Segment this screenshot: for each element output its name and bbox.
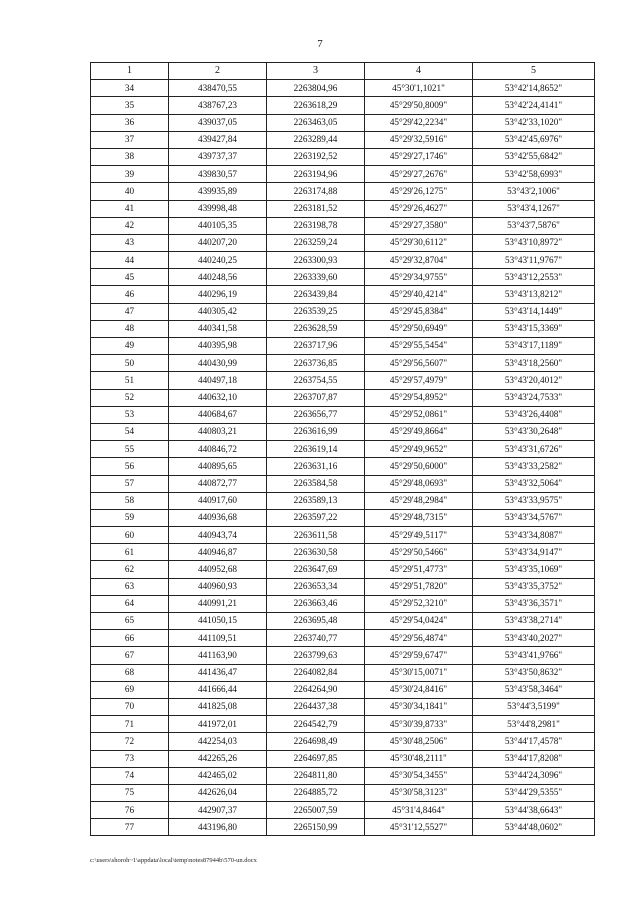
table-cell: 2263653,34	[267, 578, 365, 595]
table-row	[91, 269, 595, 286]
table-cell: 45°30'1,1021"	[365, 80, 473, 97]
table-cell: 53°43'33,2582"	[473, 458, 595, 475]
table-cell: 441050,15	[169, 613, 267, 630]
table-cell: 45°30'24,8416"	[365, 681, 473, 698]
table-cell: 53°43'2,1006"	[473, 183, 595, 200]
table-cell: 53°44'24,3096"	[473, 767, 595, 784]
table-cell: 2263181,52	[267, 200, 365, 217]
table-cell: 45°29'52,3210"	[365, 595, 473, 612]
table-cell: 45°31'12,5527"	[365, 819, 473, 836]
table-cell: 66	[91, 630, 169, 647]
table-cell: 53°43'31,6726"	[473, 441, 595, 458]
table-cell: 45°29'42,2234"	[365, 114, 473, 131]
table-cell: 45°29'49,8664"	[365, 423, 473, 440]
table-cell: 53°43'34,8087"	[473, 527, 595, 544]
table-cell: 53°44'38,6643"	[473, 802, 595, 819]
table-cell: 2263300,93	[267, 252, 365, 269]
table-row	[91, 80, 595, 97]
table-cell: 75	[91, 784, 169, 801]
table-cell: 59	[91, 509, 169, 526]
table-cell: 53°43'33,9575"	[473, 492, 595, 509]
table-cell: 53°43'11,9767"	[473, 252, 595, 269]
table-cell: 45°29'54,8952"	[365, 389, 473, 406]
table-cell: 439830,57	[169, 166, 267, 183]
table-cell: 2263717,96	[267, 338, 365, 355]
table-cell: 54	[91, 423, 169, 440]
table-cell: 73	[91, 750, 169, 767]
table-cell: 440240,25	[169, 252, 267, 269]
table-cell: 53°44'29,5355"	[473, 784, 595, 801]
table-cell: 441972,01	[169, 716, 267, 733]
table-cell: 45°29'32,8704"	[365, 252, 473, 269]
table-cell: 45°29'34,9755"	[365, 269, 473, 286]
table-cell: 53°44'3,5199"	[473, 698, 595, 715]
table-cell: 439037,05	[169, 114, 267, 131]
table-cell: 53°42'55,6842"	[473, 148, 595, 165]
table-cell: 45°29'49,5117"	[365, 527, 473, 544]
table-cell: 53°43'17,1189"	[473, 338, 595, 355]
table-cell: 53	[91, 406, 169, 423]
table-cell: 53°43'26,4408"	[473, 406, 595, 423]
table-cell: 45°29'48,2984"	[365, 492, 473, 509]
table-cell: 438767,23	[169, 97, 267, 114]
table-cell: 45°29'57,4979"	[365, 372, 473, 389]
table-cell: 57	[91, 475, 169, 492]
table-cell: 45°30'58,3123"	[365, 784, 473, 801]
page-number: 7	[317, 38, 323, 50]
table-cell: 64	[91, 595, 169, 612]
table-cell: 53°43'30,2648"	[473, 423, 595, 440]
table-cell: 38	[91, 148, 169, 165]
table-row	[91, 406, 595, 423]
table-cell: 52	[91, 389, 169, 406]
table-cell: 53°43'12,2553"	[473, 269, 595, 286]
table-cell: 53°43'36,3571"	[473, 595, 595, 612]
table-cell: 440207,20	[169, 234, 267, 251]
table-row	[91, 200, 595, 217]
table-cell: 67	[91, 647, 169, 664]
table-cell: 45°31'4,8464"	[365, 802, 473, 819]
table-cell: 56	[91, 458, 169, 475]
table-cell: 53°43'14,1449"	[473, 303, 595, 320]
table-cell: 45°30'48,2111"	[365, 750, 473, 767]
table-cell: 439427,84	[169, 131, 267, 148]
coordinates-table	[90, 62, 595, 836]
table-cell: 441666,44	[169, 681, 267, 698]
header-col-1: 1	[91, 63, 169, 80]
table-cell: 45°29'30,6112"	[365, 234, 473, 251]
table-cell: 2263630,58	[267, 544, 365, 561]
table-cell: 442254,03	[169, 733, 267, 750]
table-cell: 53°43'32,5064"	[473, 475, 595, 492]
table-cell: 2264437,38	[267, 698, 365, 715]
table-cell: 2263736,85	[267, 355, 365, 372]
table-cell: 65	[91, 613, 169, 630]
table-cell: 440632,10	[169, 389, 267, 406]
table-cell: 440248,56	[169, 269, 267, 286]
table-cell: 440991,21	[169, 595, 267, 612]
table-cell: 62	[91, 561, 169, 578]
table-cell: 2263754,55	[267, 372, 365, 389]
table-cell: 2263799,63	[267, 647, 365, 664]
table-cell: 2264264,90	[267, 681, 365, 698]
table-cell: 2265007,59	[267, 802, 365, 819]
table-cell: 40	[91, 183, 169, 200]
table-row	[91, 819, 595, 836]
footer-file-path: c:\users\shoroh~1\appdata\local\temp\notes87944b\570-un.docx	[90, 857, 257, 864]
table-cell: 442907,37	[169, 802, 267, 819]
table-cell: 45°29'48,7315"	[365, 509, 473, 526]
table-cell: 442626,04	[169, 784, 267, 801]
table-cell: 58	[91, 492, 169, 509]
table-cell: 439998,48	[169, 200, 267, 217]
table-cell: 2263695,48	[267, 613, 365, 630]
table-cell: 47	[91, 303, 169, 320]
table-cell: 76	[91, 802, 169, 819]
table-cell: 45°29'32,5916"	[365, 131, 473, 148]
table-cell: 49	[91, 338, 169, 355]
table-cell: 45°30'54,3455"	[365, 767, 473, 784]
table-cell: 2263628,59	[267, 320, 365, 337]
table-cell: 2263616,99	[267, 423, 365, 440]
table-cell: 35	[91, 97, 169, 114]
table-cell: 440497,18	[169, 372, 267, 389]
table-cell: 442265,26	[169, 750, 267, 767]
table-cell: 45°29'50,5466"	[365, 544, 473, 561]
table-cell: 2264082,84	[267, 664, 365, 681]
table-cell: 53°43'58,3464"	[473, 681, 595, 698]
table-cell: 438470,55	[169, 80, 267, 97]
table-cell: 442465,02	[169, 767, 267, 784]
table-cell: 53°43'35,3752"	[473, 578, 595, 595]
table-cell: 45	[91, 269, 169, 286]
table-cell: 2265150,99	[267, 819, 365, 836]
table-row	[91, 784, 595, 801]
table-cell: 440846,72	[169, 441, 267, 458]
table-cell: 53°43'7,5876"	[473, 217, 595, 234]
table-cell: 441436,47	[169, 664, 267, 681]
table-row	[91, 320, 595, 337]
table-cell: 2263192,52	[267, 148, 365, 165]
table-cell: 74	[91, 767, 169, 784]
table-cell: 44	[91, 252, 169, 269]
table-cell: 53°44'17,4578"	[473, 733, 595, 750]
table-row	[91, 767, 595, 784]
table-cell: 45°29'54,0424"	[365, 613, 473, 630]
table-cell: 440960,93	[169, 578, 267, 595]
table-cell: 53°44'48,0602"	[473, 819, 595, 836]
table-row	[91, 372, 595, 389]
table-cell: 2263289,44	[267, 131, 365, 148]
table-cell: 43	[91, 234, 169, 251]
table-cell: 53°43'24,7533"	[473, 389, 595, 406]
table-cell: 68	[91, 664, 169, 681]
table-cell: 440395,98	[169, 338, 267, 355]
table-cell: 45°29'56,4874"	[365, 630, 473, 647]
table-cell: 53°42'14,8652"	[473, 80, 595, 97]
table-cell: 53°42'45,6976"	[473, 131, 595, 148]
table-cell: 41	[91, 200, 169, 217]
table-cell: 63	[91, 578, 169, 595]
table-row	[91, 338, 595, 355]
table-cell: 45°29'55,5454"	[365, 338, 473, 355]
table-row	[91, 509, 595, 526]
table-cell: 440936,68	[169, 509, 267, 526]
table-cell: 440430,99	[169, 355, 267, 372]
table-cell: 53°44'17,8208"	[473, 750, 595, 767]
table-cell: 45°29'56,5607"	[365, 355, 473, 372]
table-cell: 77	[91, 819, 169, 836]
table-cell: 53°43'13,8212"	[473, 286, 595, 303]
table-cell: 53°43'4,1267"	[473, 200, 595, 217]
table-row	[91, 527, 595, 544]
table-cell: 45°30'39,8733"	[365, 716, 473, 733]
table-cell: 53°42'58,6993"	[473, 166, 595, 183]
table-row	[91, 148, 595, 165]
table-cell: 45°30'34,1841"	[365, 698, 473, 715]
table-cell: 2264697,85	[267, 750, 365, 767]
table-cell: 53°44'8,2981"	[473, 716, 595, 733]
table-cell: 2263647,69	[267, 561, 365, 578]
table-row	[91, 716, 595, 733]
table-cell: 45°29'51,7820"	[365, 578, 473, 595]
table-cell: 45°29'48,0693"	[365, 475, 473, 492]
table-cell: 441163,90	[169, 647, 267, 664]
table-row	[91, 802, 595, 819]
table-cell: 60	[91, 527, 169, 544]
table-cell: 2263339,60	[267, 269, 365, 286]
table-cell: 2263656,77	[267, 406, 365, 423]
table-cell: 2264811,80	[267, 767, 365, 784]
table-row	[91, 630, 595, 647]
table-cell: 45°29'50,6949"	[365, 320, 473, 337]
table-cell: 2263663,46	[267, 595, 365, 612]
table-cell: 53°43'18,2560"	[473, 355, 595, 372]
table-cell: 2264542,79	[267, 716, 365, 733]
table-cell: 2263198,78	[267, 217, 365, 234]
table-cell: 2263194,96	[267, 166, 365, 183]
table-cell: 45°29'50,6000"	[365, 458, 473, 475]
table-cell: 2263619,14	[267, 441, 365, 458]
table-cell: 2263618,29	[267, 97, 365, 114]
table-cell: 45°29'51,4773"	[365, 561, 473, 578]
table-row	[91, 613, 595, 630]
table-row	[91, 183, 595, 200]
table-row	[91, 234, 595, 251]
table-row	[91, 423, 595, 440]
table-cell: 2263463,05	[267, 114, 365, 131]
table-cell: 2263597,22	[267, 509, 365, 526]
table-cell: 53°43'50,8632"	[473, 664, 595, 681]
header-col-2: 2	[169, 63, 267, 80]
table-cell: 53°42'24,4141"	[473, 97, 595, 114]
table-cell: 440684,67	[169, 406, 267, 423]
table-cell: 45°29'27,2676"	[365, 166, 473, 183]
table-cell: 42	[91, 217, 169, 234]
table-row	[91, 475, 595, 492]
header-col-3: 3	[267, 63, 365, 80]
table-cell: 53°43'41,9766"	[473, 647, 595, 664]
table-row	[91, 303, 595, 320]
table-cell: 2263631,16	[267, 458, 365, 475]
header-col-4: 4	[365, 63, 473, 80]
table-body	[91, 80, 595, 836]
table-cell: 440946,87	[169, 544, 267, 561]
table-cell: 53°43'20,4012"	[473, 372, 595, 389]
table-cell: 53°43'34,5767"	[473, 509, 595, 526]
table-cell: 440917,60	[169, 492, 267, 509]
table-cell: 440305,42	[169, 303, 267, 320]
table-row	[91, 544, 595, 561]
table-cell: 440296,19	[169, 286, 267, 303]
table-cell: 45°29'26,1275"	[365, 183, 473, 200]
table-cell: 46	[91, 286, 169, 303]
table-row	[91, 561, 595, 578]
table-row	[91, 698, 595, 715]
table-cell: 440341,58	[169, 320, 267, 337]
table-row	[91, 389, 595, 406]
table-cell: 50	[91, 355, 169, 372]
table-row	[91, 355, 595, 372]
table-cell: 45°29'27,3580"	[365, 217, 473, 234]
table-cell: 2263707,87	[267, 389, 365, 406]
table-cell: 69	[91, 681, 169, 698]
table-row	[91, 595, 595, 612]
table-cell: 45°29'50,8009"	[365, 97, 473, 114]
table-cell: 45°29'26,4627"	[365, 200, 473, 217]
table-row	[91, 441, 595, 458]
table-cell: 71	[91, 716, 169, 733]
table-row	[91, 750, 595, 767]
header-col-5: 5	[473, 63, 595, 80]
table-cell: 2264698,49	[267, 733, 365, 750]
table-cell: 45°30'48,2506"	[365, 733, 473, 750]
table-cell: 439935,89	[169, 183, 267, 200]
table-cell: 2263439,84	[267, 286, 365, 303]
table-cell: 440943,74	[169, 527, 267, 544]
table-cell: 441825,08	[169, 698, 267, 715]
table-cell: 439737,37	[169, 148, 267, 165]
table-cell: 53°43'40,2027"	[473, 630, 595, 647]
table-cell: 2263611,58	[267, 527, 365, 544]
table-row	[91, 578, 595, 595]
table-cell: 2263259,24	[267, 234, 365, 251]
table-row	[91, 681, 595, 698]
table-cell: 53°43'34,9147"	[473, 544, 595, 561]
table-cell: 53°43'15,3369"	[473, 320, 595, 337]
table-cell: 2264885,72	[267, 784, 365, 801]
table-row	[91, 647, 595, 664]
table-cell: 34	[91, 80, 169, 97]
table-cell: 441109,51	[169, 630, 267, 647]
table-row	[91, 131, 595, 148]
table-cell: 2263740,77	[267, 630, 365, 647]
table-cell: 45°29'45,8384"	[365, 303, 473, 320]
table-cell: 48	[91, 320, 169, 337]
table-cell: 55	[91, 441, 169, 458]
table-row	[91, 114, 595, 131]
table-row	[91, 492, 595, 509]
table-cell: 70	[91, 698, 169, 715]
table-cell: 2263584,58	[267, 475, 365, 492]
table-cell: 53°42'33,1020"	[473, 114, 595, 131]
table-row	[91, 166, 595, 183]
table-cell: 72	[91, 733, 169, 750]
table-cell: 443196,80	[169, 819, 267, 836]
table-cell: 440105,35	[169, 217, 267, 234]
table-cell: 45°29'27,1746"	[365, 148, 473, 165]
table-row	[91, 286, 595, 303]
table-cell: 440952,68	[169, 561, 267, 578]
table-cell: 2263589,13	[267, 492, 365, 509]
table-cell: 53°43'35,1069"	[473, 561, 595, 578]
table-cell: 440895,65	[169, 458, 267, 475]
table-cell: 2263174,88	[267, 183, 365, 200]
table-cell: 45°29'49,9652"	[365, 441, 473, 458]
table-row	[91, 252, 595, 269]
table-cell: 45°29'59,6747"	[365, 647, 473, 664]
table-row	[91, 664, 595, 681]
table-cell: 45°29'52,0861"	[365, 406, 473, 423]
table-cell: 2263539,25	[267, 303, 365, 320]
table-cell: 36	[91, 114, 169, 131]
table-cell: 61	[91, 544, 169, 561]
table-row	[91, 97, 595, 114]
table-cell: 45°29'40,4214"	[365, 286, 473, 303]
table-row	[91, 458, 595, 475]
table-cell: 39	[91, 166, 169, 183]
table-cell: 37	[91, 131, 169, 148]
table-header-row	[91, 63, 595, 80]
table-cell: 53°43'38,2714"	[473, 613, 595, 630]
table-cell: 2263804,96	[267, 80, 365, 97]
table-cell: 53°43'10,8972"	[473, 234, 595, 251]
table-cell: 51	[91, 372, 169, 389]
table-row	[91, 733, 595, 750]
table-cell: 440803,21	[169, 423, 267, 440]
table-cell: 440872,77	[169, 475, 267, 492]
table-row	[91, 217, 595, 234]
table-cell: 45°30'15,0071"	[365, 664, 473, 681]
